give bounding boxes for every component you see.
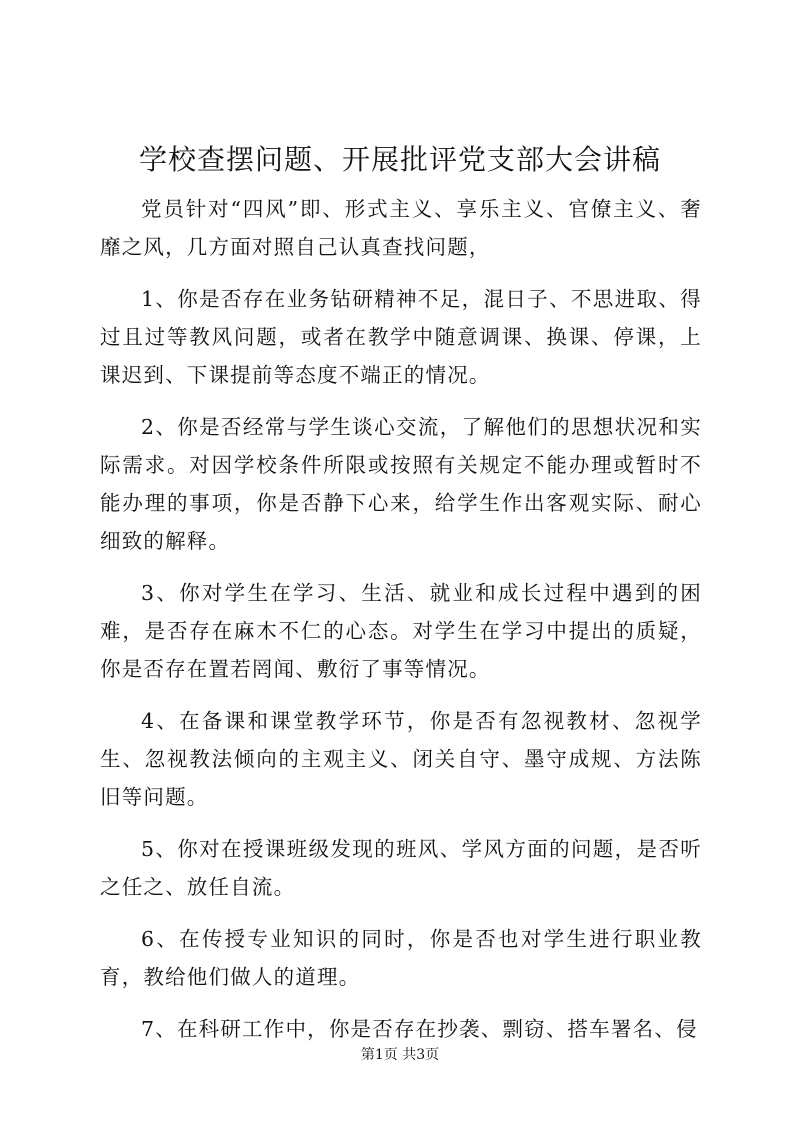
- paragraph-item-4: 4、在备课和课堂教学环节，你是否有忽视教材、忽视学生、忽视教法倾向的主观主义、闭关自守、墨守成规、方法陈旧等问题。: [100, 709, 702, 809]
- paragraph-item-5: 5、你对在授课班级发现的班风、学风方面的问题，是否听之任之、放任自流。: [100, 837, 702, 899]
- paragraph-item-7: 7、在科研工作中，你是否存在抄袭、剽窃、搭车署名、侵: [141, 1017, 698, 1041]
- page-number-footer: 第1页 共3页: [360, 1047, 440, 1063]
- paragraph-item-6: 6、在传授专业知识的同时，你是否也对学生进行职业教育，教给他们做人的道理。: [100, 927, 702, 989]
- paragraph-item-1: 1、你是否存在业务钻研精神不足，混日子、不思进取、得过且过等教风问题，或者在教学中随意调课、换课、停课，上课迟到、下课提前等态度不端正的情况。: [100, 287, 702, 387]
- paragraph-item-2: 2、你是否经常与学生谈心交流，了解他们的思想状况和实际需求。对因学校条件所限或按照有关规定不能办理或暂时不能办理的事项，你是否静下心来，给学生作出客观实际、耐心细致的解释。: [100, 415, 702, 553]
- paragraph-item-3: 3、你对学生在学习、生活、就业和成长过程中遇到的困难，是否存在麻木不仁的心态。对学生在学习中提出的质疑，你是否存在置若罔闻、敷衍了事等情况。: [100, 581, 702, 681]
- document-title: 学校查摆问题、开展批评党支部大会讲稿: [138, 143, 661, 176]
- paragraph-intro: 党员针对“四风”即、形式主义、享乐主义、官僚主义、奢靡之风，几方面对照自己认真查找问题，: [100, 197, 702, 259]
- document-body: [100, 190, 702, 1062]
